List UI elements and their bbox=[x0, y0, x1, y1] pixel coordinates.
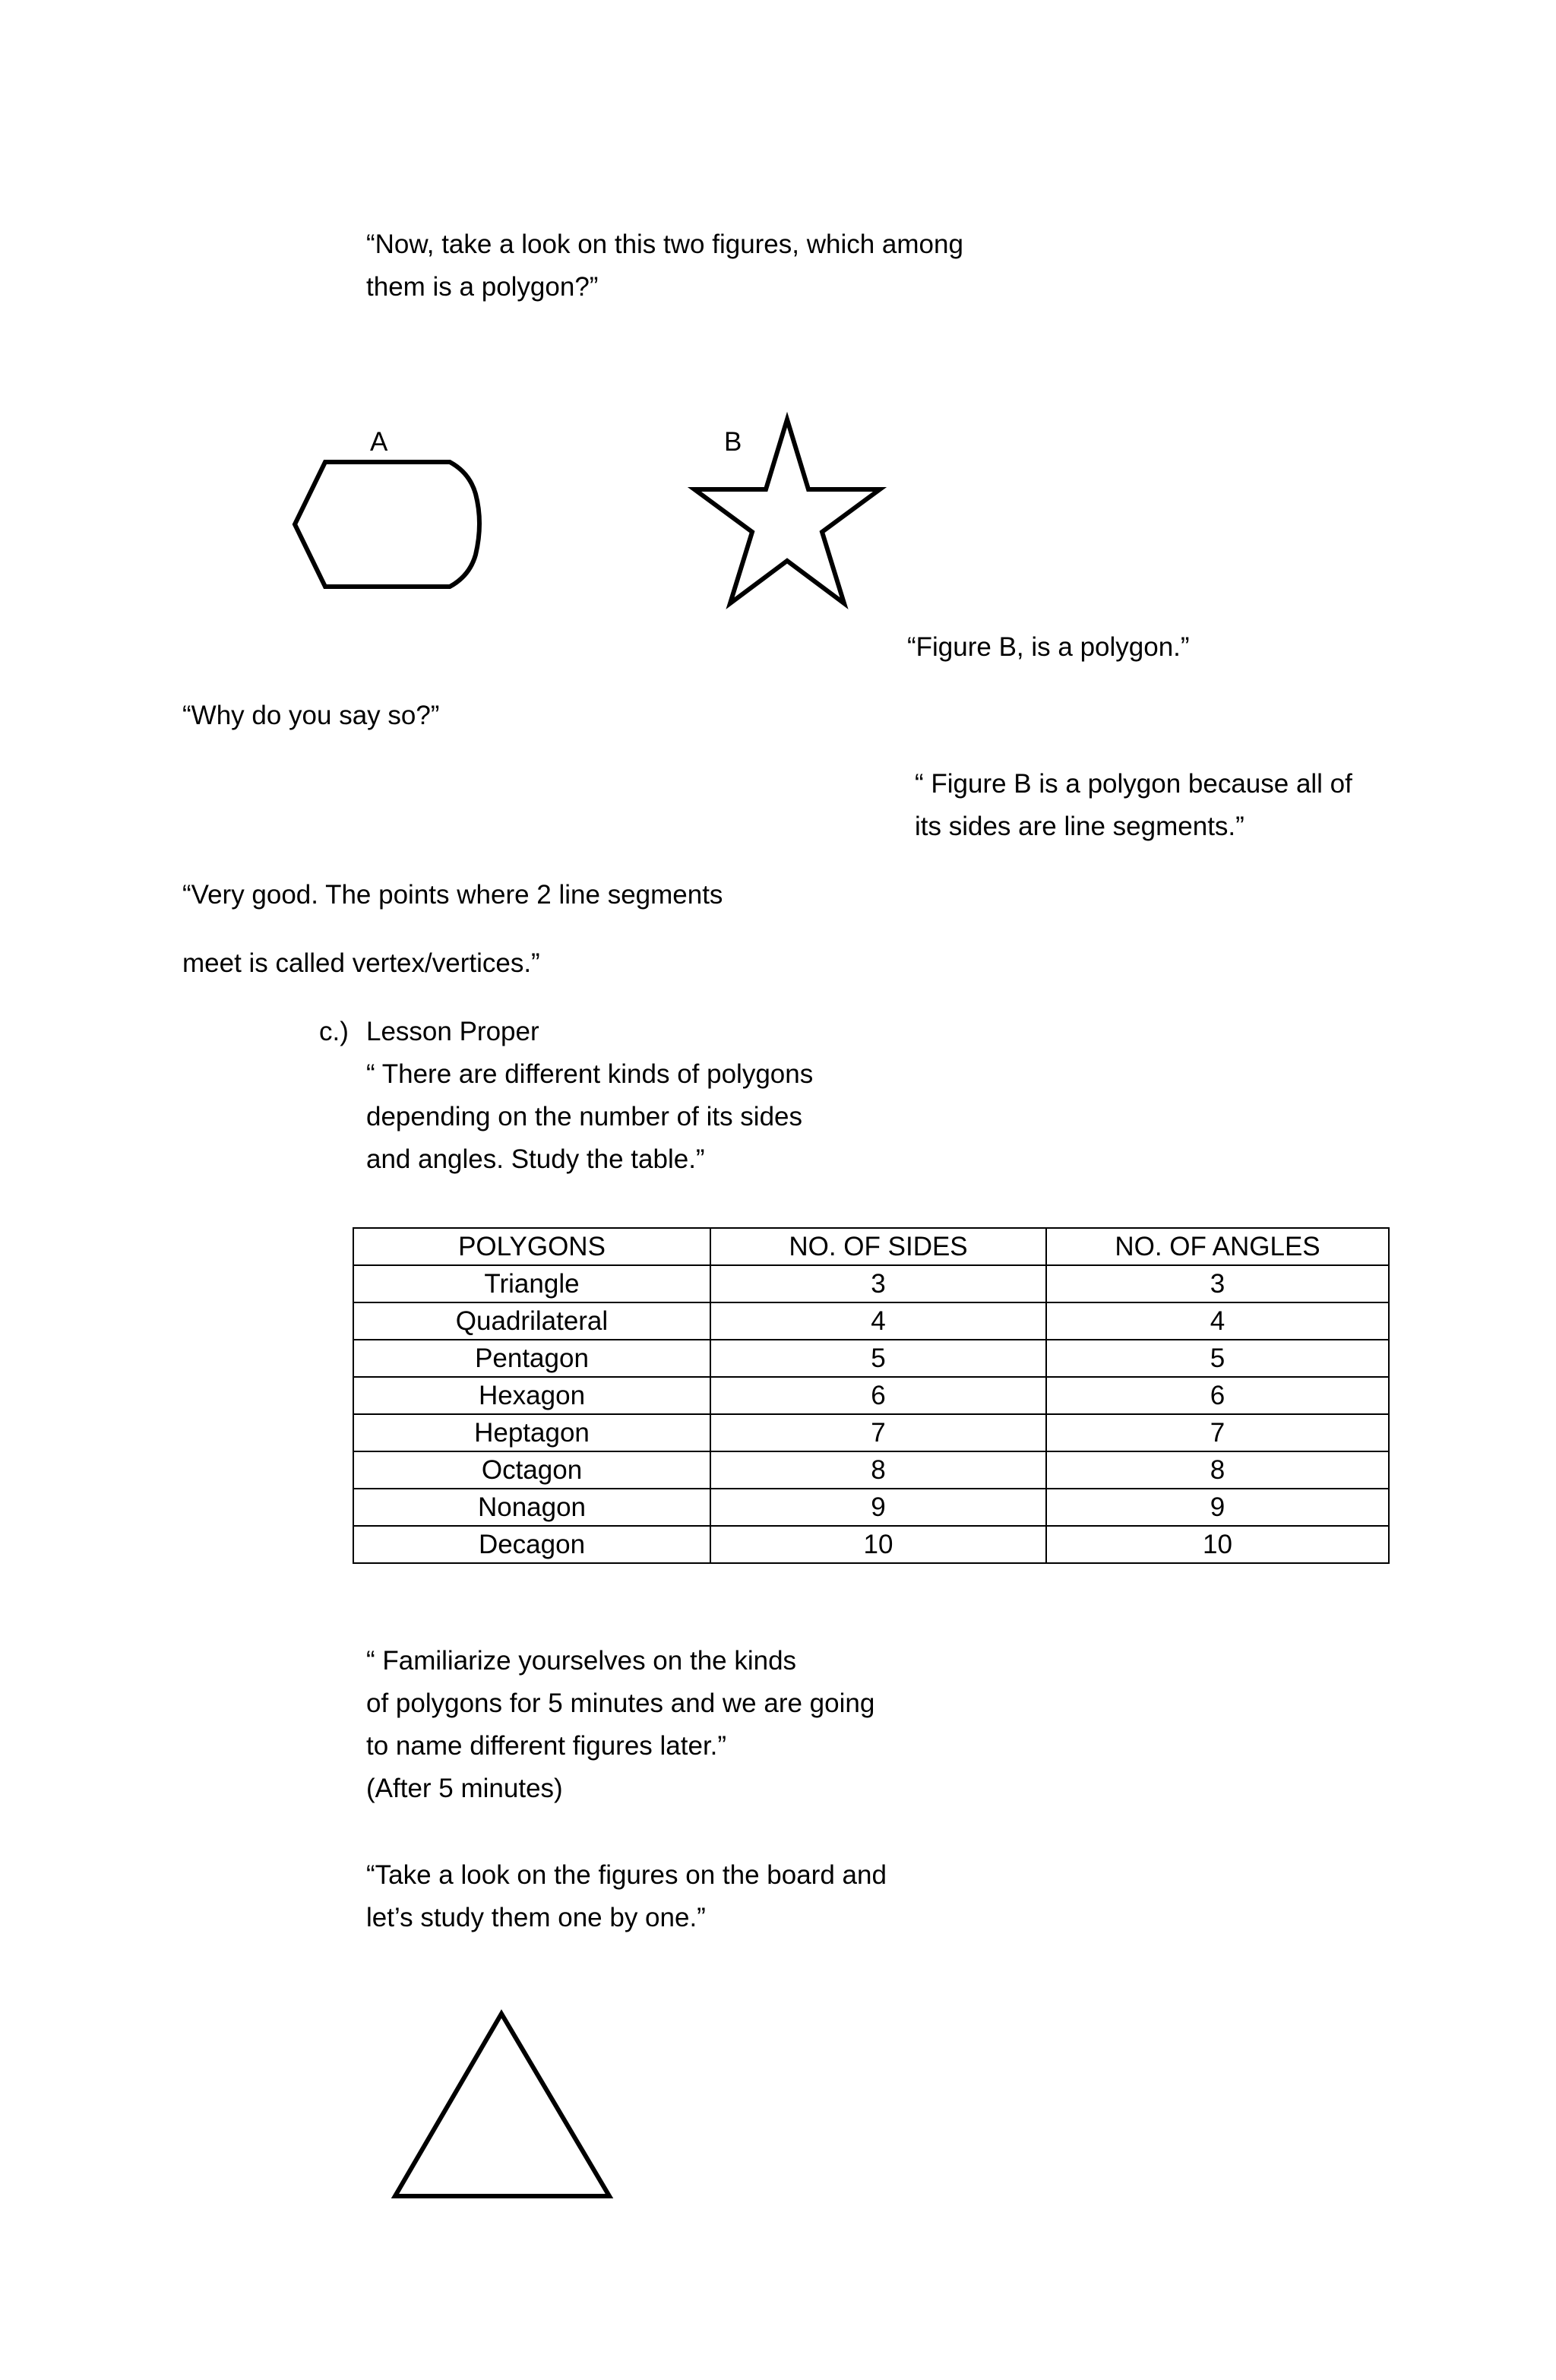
angles-cell: 6 bbox=[1046, 1377, 1389, 1414]
angles-cell: 7 bbox=[1046, 1414, 1389, 1451]
figure-b-label: B bbox=[724, 427, 742, 457]
header-no-of-sides: NO. OF SIDES bbox=[710, 1228, 1046, 1265]
polygon-name-cell: Octagon bbox=[353, 1451, 710, 1489]
polygon-name-cell: Heptagon bbox=[353, 1414, 710, 1451]
why-question: “Why do you say so?” bbox=[182, 701, 440, 730]
angles-cell: 8 bbox=[1046, 1451, 1389, 1489]
familiarize-line-2: of polygons for 5 minutes and we are going bbox=[366, 1688, 875, 1718]
very-good-line-2: meet is called vertex/vertices.” bbox=[182, 948, 540, 978]
very-good-line-1: “Very good. The points where 2 line segments bbox=[182, 880, 723, 910]
sides-cell: 8 bbox=[710, 1451, 1046, 1489]
polygon-name-cell: Triangle bbox=[353, 1265, 710, 1302]
angles-cell: 5 bbox=[1046, 1340, 1389, 1377]
polygon-name-cell: Quadrilateral bbox=[353, 1302, 710, 1340]
lesson-line-2: depending on the number of its sides bbox=[366, 1102, 802, 1131]
board-line-2: let’s study them one by one.” bbox=[366, 1903, 706, 1932]
angles-cell: 9 bbox=[1046, 1489, 1389, 1526]
sides-cell: 3 bbox=[710, 1265, 1046, 1302]
sides-cell: 4 bbox=[710, 1302, 1046, 1340]
intro-question-line-2: them is a polygon?” bbox=[366, 272, 599, 302]
familiarize-line-1: “ Familiarize yourselves on the kinds bbox=[366, 1646, 797, 1676]
sides-cell: 10 bbox=[710, 1526, 1046, 1563]
lesson-marker: c.) bbox=[319, 1017, 349, 1046]
sides-cell: 9 bbox=[710, 1489, 1046, 1526]
intro-question-line-1: “Now, take a look on this two figures, which among bbox=[366, 229, 963, 259]
angles-cell: 4 bbox=[1046, 1302, 1389, 1340]
sides-cell: 5 bbox=[710, 1340, 1046, 1377]
sides-cell: 7 bbox=[710, 1414, 1046, 1451]
reason-line-2: its sides are line segments.” bbox=[915, 812, 1244, 841]
reason-line-1: “ Figure B is a polygon because all of bbox=[915, 769, 1352, 799]
header-polygons: POLYGONS bbox=[353, 1228, 710, 1265]
answer-figure-b: “Figure B, is a polygon.” bbox=[907, 632, 1190, 662]
sides-cell: 6 bbox=[710, 1377, 1046, 1414]
board-line-1: “Take a look on the figures on the board and bbox=[366, 1860, 887, 1890]
polygon-name-cell: Nonagon bbox=[353, 1489, 710, 1526]
familiarize-line-3: to name different figures later.” bbox=[366, 1731, 727, 1761]
figure-a-label: A bbox=[370, 427, 388, 457]
lesson-heading: Lesson Proper bbox=[366, 1017, 539, 1046]
header-no-of-angles: NO. OF ANGLES bbox=[1046, 1228, 1389, 1265]
polygon-name-cell: Pentagon bbox=[353, 1340, 710, 1377]
polygon-name-cell: Hexagon bbox=[353, 1377, 710, 1414]
lesson-line-1: “ There are different kinds of polygons bbox=[366, 1059, 814, 1089]
polygon-name-cell: Decagon bbox=[353, 1526, 710, 1563]
familiarize-line-4: (After 5 minutes) bbox=[366, 1774, 563, 1803]
angles-cell: 10 bbox=[1046, 1526, 1389, 1563]
lesson-line-3: and angles. Study the table.” bbox=[366, 1144, 705, 1174]
angles-cell: 3 bbox=[1046, 1265, 1389, 1302]
